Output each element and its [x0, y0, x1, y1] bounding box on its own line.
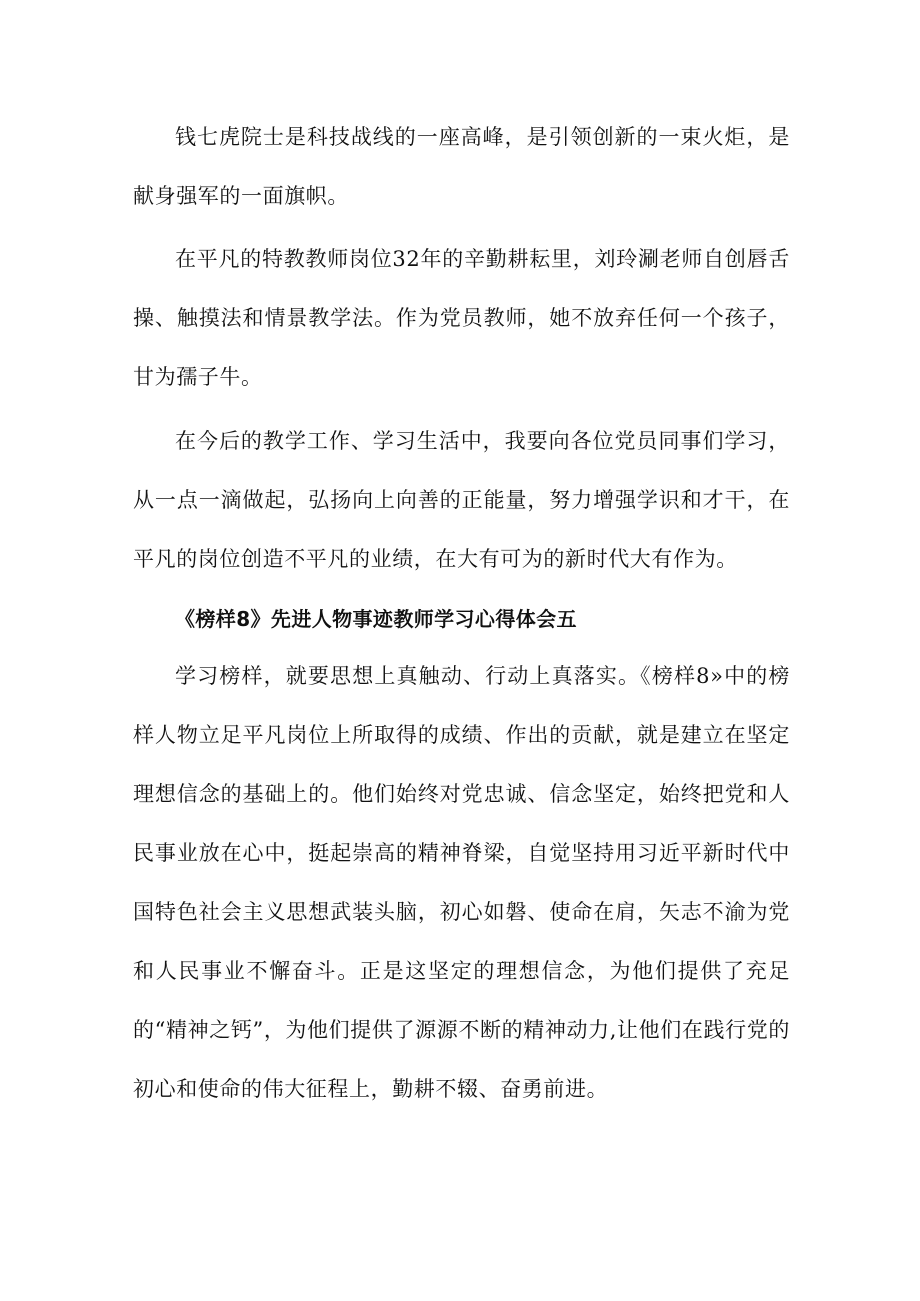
- paragraph-learning-role-models: 学习榜样，就要思想上真触动、行动上真落实。《榜样8»中的榜样人物立足平凡岗位上所取得的成绩、作出的贡献，就是建立在坚定理想信念的基础上的。他们始终对党忠诚、信念坚定，始终把党和人民事业放在心中，挺起崇高的精神脊梁，自觉坚持用习近平新时代中国特色社会主义思想武装头脑，初心如磐、使命在肩，矢志不渝为党和人民事业不懈奋斗。正是这坚定的理想信念，为他们提供了充足的“精神之钙”，为他们提供了源源不断的精神动力,让他们在践行党的初心和使命的伟大征程上，勤耕不辍、奋勇前进。: [133, 664, 790, 1101]
- paragraph-resolution: 在今后的教学工作、学习生活中，我要向各位党员同事们学习，从一点一滴做起，弘扬向上向善的正能量，努力增强学识和才干，在平凡的岗位创造不平凡的业绩，在大有可为的新时代大有作为。: [133, 429, 790, 571]
- paragraph-liu-linglan: 在平凡的特教教师岗位32年的辛勤耕耘里，刘玲涮老师自创唇舌操、触摸法和情景教学法。作为党员教师，她不放弃任何一个孩子，甘为孺子牛。: [133, 247, 790, 389]
- section-heading: 《榜样8》先进人物事迹教师学习心得体会五: [175, 607, 577, 631]
- paragraph-qian-qihu: 钱七虎院士是科技战线的一座高峰，是引领创新的一束火炬，是献身强军的一面旗帜。: [133, 125, 790, 208]
